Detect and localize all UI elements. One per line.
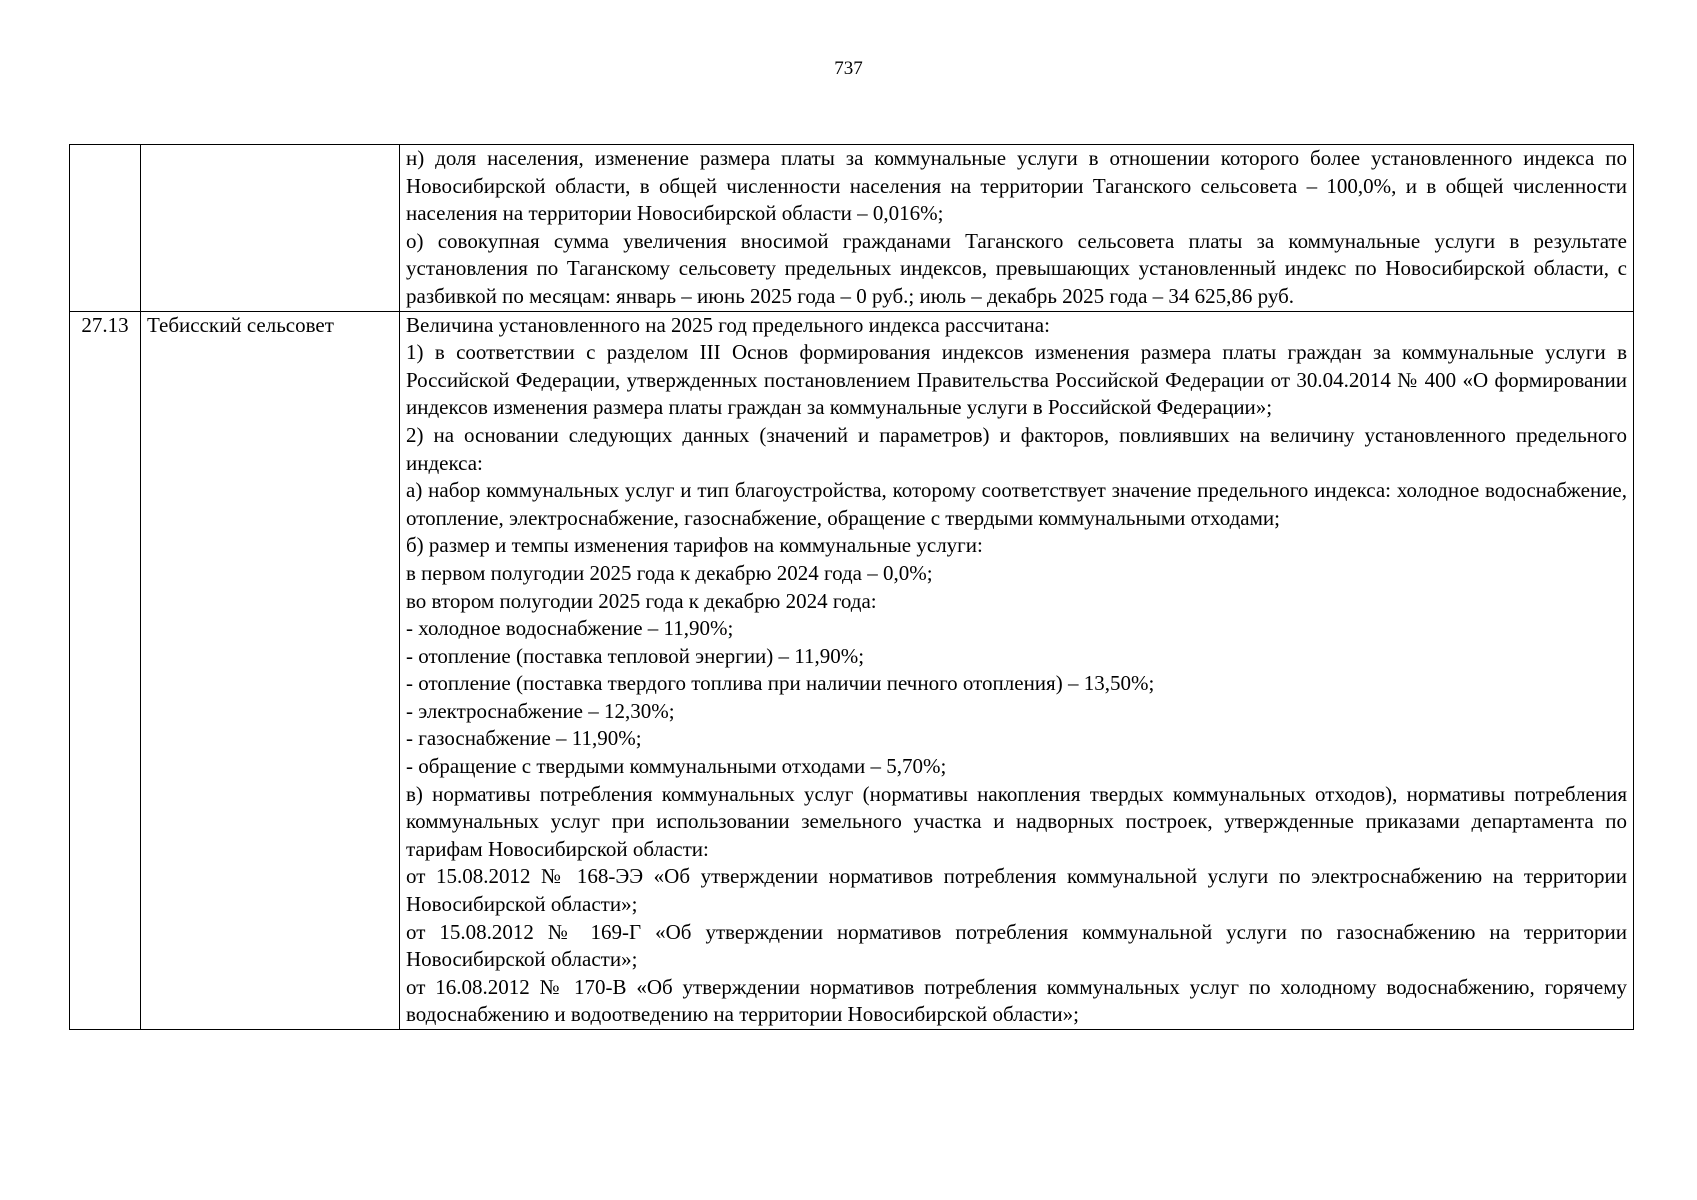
paragraph: 2) на основании следующих данных (значений и параметров) и факторов, повлиявших на величину установленного предельного индекса: — [406, 422, 1627, 475]
paragraph: 1) в соответствии с разделом III Основ формирования индексов изменения размера платы граждан за коммунальные услуги в Российской Федерации, утвержденных постановлением Правительства Российской Федерации от 30.04.2014 № 400 «О формировании индексов изменения размера платы граждан за коммунальные услуги в Российской Федерации»; — [406, 340, 1627, 420]
paragraph: от 15.08.2012 № 169-Г «Об утверждении нормативов потребления коммунальной услуги по газоснабжению на территории Новосибирской области»; — [406, 919, 1627, 972]
paragraph: а) набор коммунальных услуг и тип благоустройства, которому соответствует значение предельного индекса: холодное водоснабжение, отопление, электроснабжение, газоснабжение, обращение с твердыми коммунальными отходами; — [406, 478, 1627, 530]
row-name-cell: Тебисский сельсовет — [141, 311, 400, 1029]
document-table — [69, 144, 1634, 1030]
paragraph: - холодное водоснабжение – 11,90%; — [406, 616, 734, 641]
paragraph: б) размер и темпы изменения тарифов на коммунальные услуги: — [406, 533, 983, 558]
paragraph: - отопление (поставка твердого топлива при наличии печного отопления) – 13,50%; — [406, 671, 1155, 696]
paragraph: - обращение с твердыми коммунальными отходами – 5,70%; — [406, 754, 947, 779]
paragraph: от 16.08.2012 № 170-В «Об утверждении нормативов потребления коммунальных услуг по холодному водоснабжению, горячему водоснабжению и водоотведению на территории Новосибирской области»; — [406, 974, 1627, 1027]
paragraph: от 15.08.2012 № 168-ЭЭ «Об утверждении нормативов потребления коммунальной услуги по электроснабжению на территории Новосибирской области»; — [406, 864, 1627, 917]
row-name-cell — [141, 145, 400, 312]
row-number-cell: 27.13 — [70, 311, 141, 1029]
row-number-cell — [70, 145, 141, 312]
page-number: 737 — [834, 58, 863, 79]
paragraph: - газоснабжение – 11,90%; — [406, 726, 642, 751]
paragraph: о) совокупная сумма увеличения вносимой гражданами Таганского сельсовета платы за коммунальные услуги в результате установления по Таганскому сельсовету предельных индексов, превышающих установленный индекс по Новосибирской области, с разбивкой по месяцам: январь – июнь 2025 года – 0 руб.; июль – декабрь 2025 года – 34 625,86 руб. — [406, 228, 1627, 308]
paragraph: - электроснабжение – 12,30%; — [406, 698, 675, 723]
paragraph: Величина установленного на 2025 год предельного индекса рассчитана: — [406, 312, 1050, 337]
paragraph: в первом полугодии 2025 года к декабрю 2024 года – 0,0%; — [406, 560, 933, 585]
table-row — [70, 311, 1634, 1029]
paragraph: н) доля населения, изменение размера платы за коммунальные услуги в отношении которого более установленного индекса по Новосибирской области, в общей численности населения на территории Таганского сельсовета – 100,0%, и в общей численности населения на территории Новосибирской области – 0,016%; — [406, 146, 1627, 226]
row-text-cell — [400, 311, 1634, 1029]
paragraph: - отопление (поставка тепловой энергии) – 11,90%; — [406, 643, 865, 668]
row-text-cell — [400, 145, 1634, 312]
table-row — [70, 145, 1634, 312]
paragraph: в) нормативы потребления коммунальных услуг (нормативы накопления твердых коммунальных отходов), нормативы потребления коммунальных услуг при использовании земельного участка и надворных построек, утвержденные приказами департамента по тарифам Новосибирской области: — [406, 781, 1627, 861]
paragraph: во втором полугодии 2025 года к декабрю 2024 года: — [406, 588, 877, 613]
